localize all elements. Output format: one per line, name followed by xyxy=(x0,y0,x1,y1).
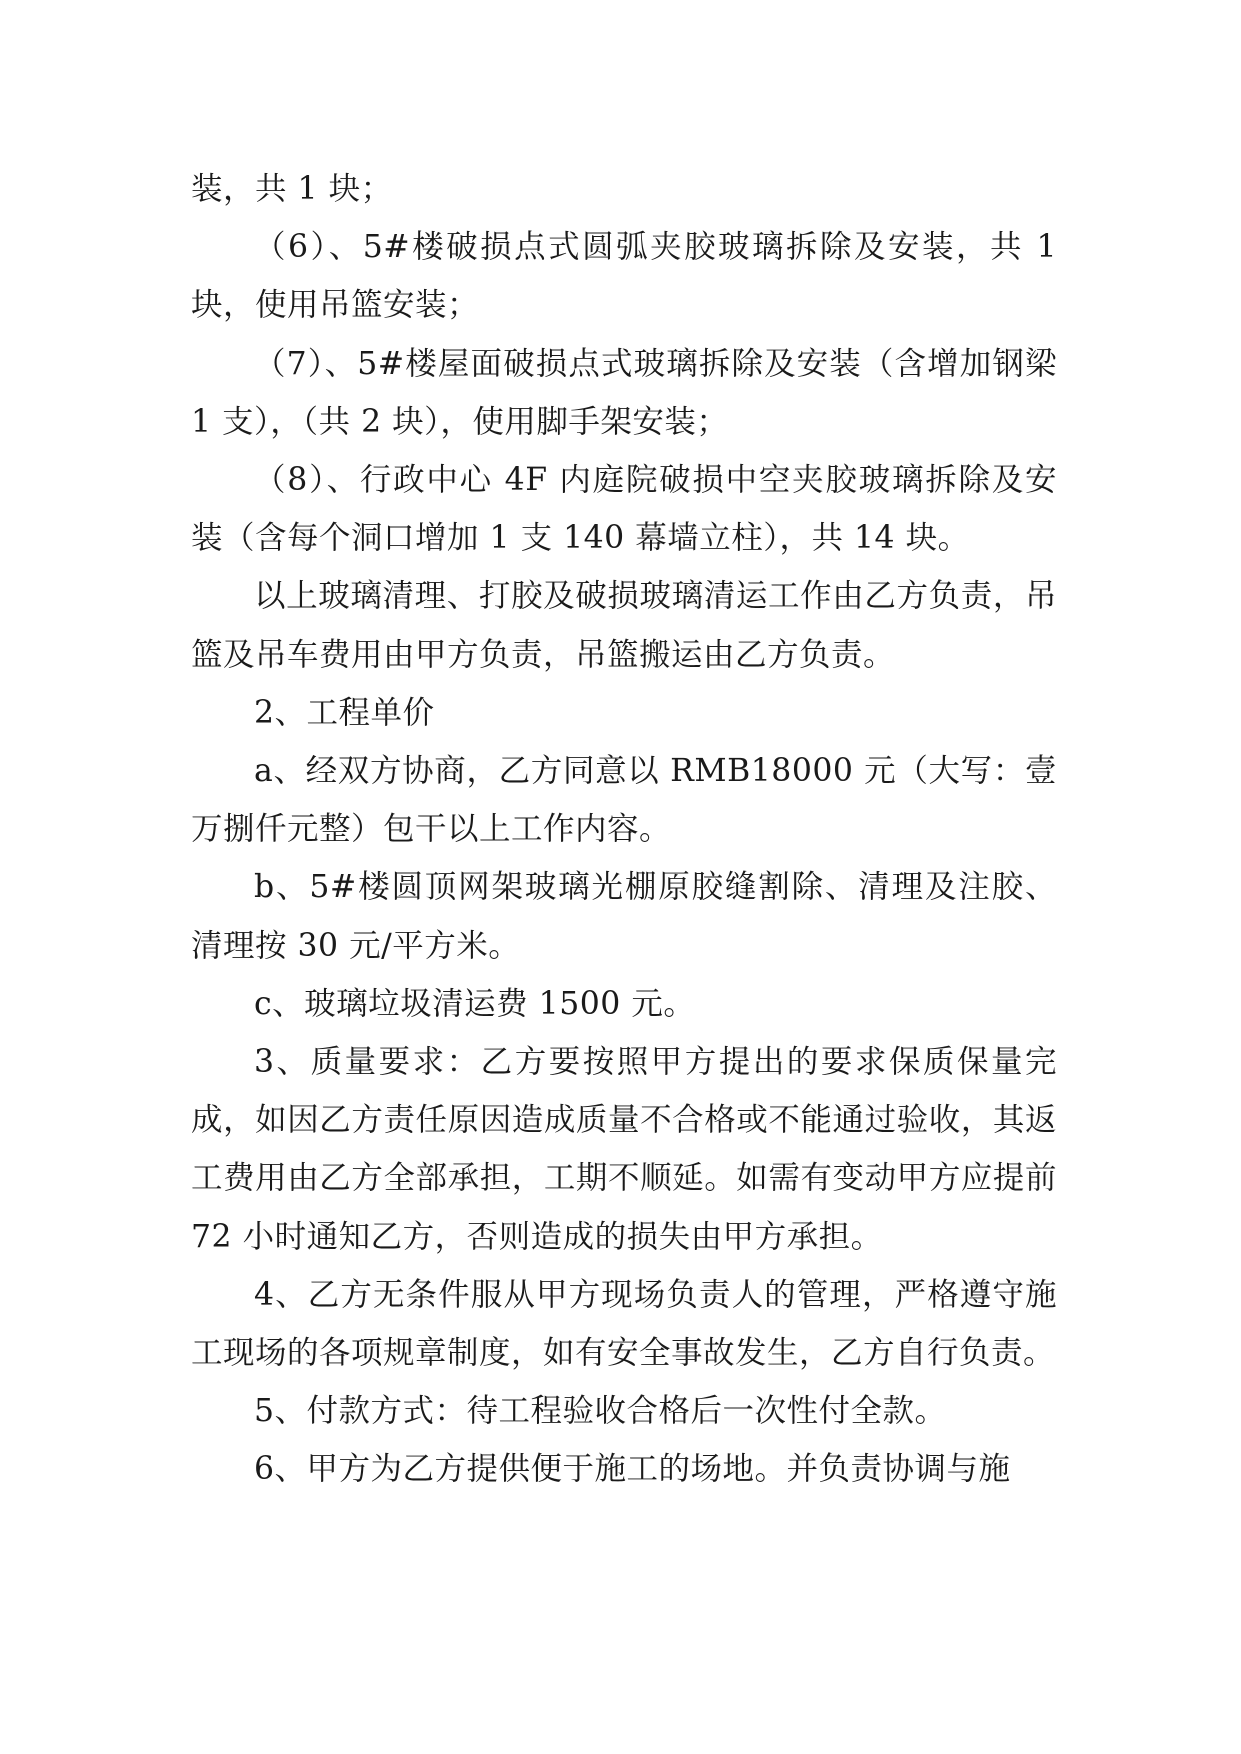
paragraph-item-6: （6）、5#楼破损点式圆弧夹胶玻璃拆除及安装，共 1 块，使用吊篮安装； xyxy=(191,229,1057,324)
paragraph-site: 6、甲方为乙方提供便于施工的场地。并负责协调与施 xyxy=(254,1451,1011,1488)
paragraph-price-c: c、玻璃垃圾清运费 1500 元。 xyxy=(254,985,696,1022)
document-body xyxy=(191,160,1057,1499)
section-heading-unit-price: 2、工程单价 xyxy=(254,694,435,731)
paragraph-responsibility: 以上玻璃清理、打胶及破损玻璃清运工作由乙方负责，吊篮及吊车费用由甲方负责，吊篮搬运由乙方负责。 xyxy=(191,578,1057,673)
paragraph-management: 4、乙方无条件服从甲方现场负责人的管理，严格遵守施工现场的各项规章制度，如有安全事故发生，乙方自行负责。 xyxy=(191,1276,1057,1372)
paragraph-item-7: （7）、5#楼屋面破损点式玻璃拆除及安装（含增加钢梁 1 支），（共 2 块），使用脚手架安装； xyxy=(191,345,1057,440)
paragraph-price-a: a、经双方协商，乙方同意以 RMB18000 元（大写：壹万捌仟元整）包干以上工作内容。 xyxy=(191,753,1057,848)
paragraph-item-8: （8）、行政中心 4F 内庭院破损中空夹胶玻璃拆除及安装（含每个洞口增加 1 支 140 幕墙立柱），共 14 块。 xyxy=(191,462,1057,557)
paragraph-continuation: 装，共 1 块； xyxy=(191,171,393,207)
paragraph-price-b: b、5#楼圆顶网架玻璃光棚原胶缝割除、清理及注胶、清理按 30 元/平方米。 xyxy=(191,869,1057,964)
paragraph-payment: 5、付款方式：待工程验收合格后一次性付全款。 xyxy=(254,1393,947,1430)
paragraph-quality: 3、质量要求：乙方要按照甲方提出的要求保质保量完成，如因乙方责任原因造成质量不合格或不能通过验收，其返工费用由乙方全部承担，工期不顺延。如需有变动甲方应提前 72 小时通知乙方，否则造成的损失由甲方承担。 xyxy=(191,1044,1057,1255)
